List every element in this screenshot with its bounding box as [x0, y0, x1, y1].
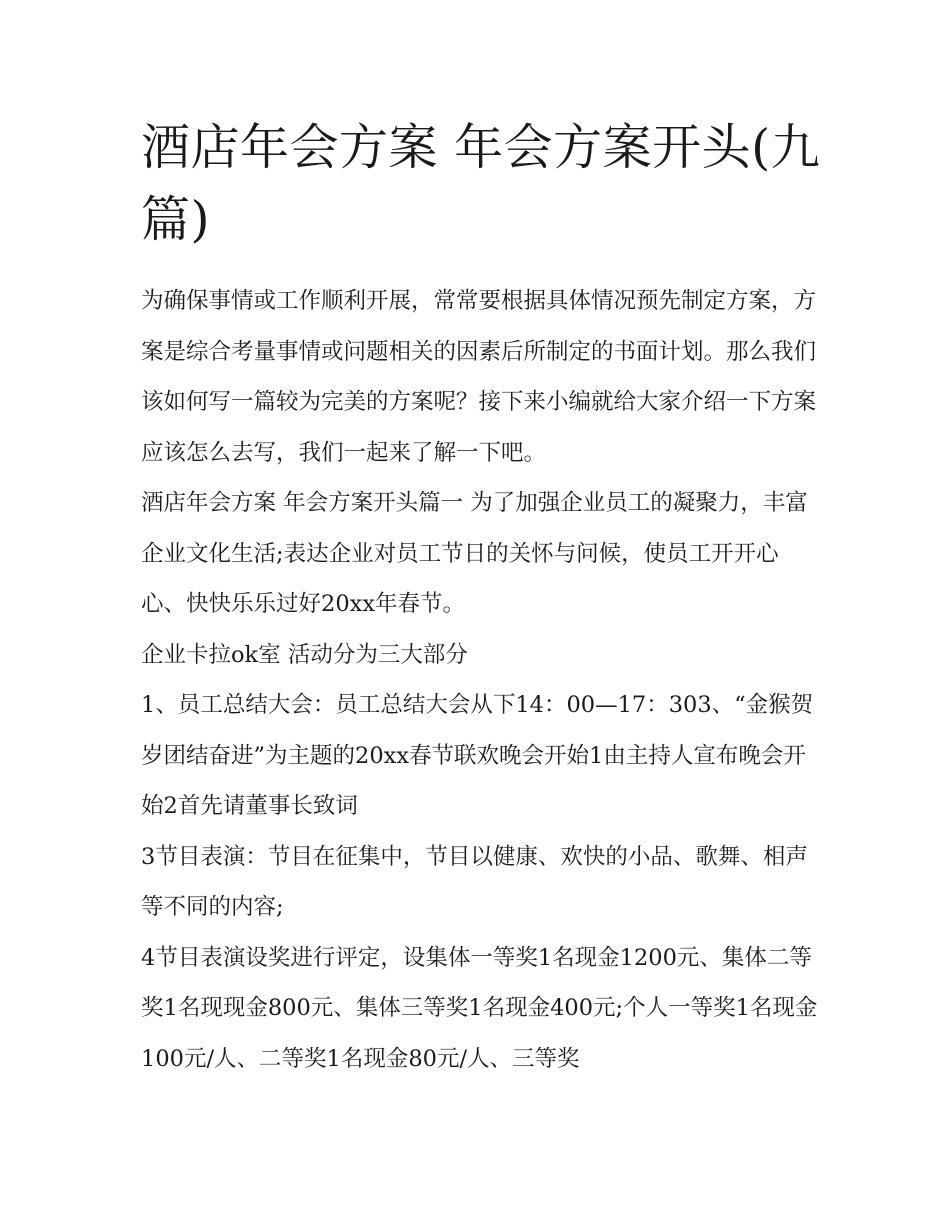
document-body	[141, 276, 821, 1084]
paragraph-intro: 为确保事情或工作顺利开展，常常要根据具体情况预先制定方案，方案是综合考量事情或问题相关的因素后所制定的书面计划。那么我们该如何写一篇较为完美的方案呢？接下来小编就给大家介绍一下方案应该怎么去写，我们一起来了解一下吧。	[141, 288, 817, 466]
paragraph-item-1: 1、员工总结大会：员工总结大会从下14：00—17：303、“金猴贺岁团结奋进”为主题的20xx春节联欢晚会开始1由主持人宣布晚会开始2首先请董事长致词	[141, 692, 814, 819]
paragraph-section-one: 酒店年会方案 年会方案开头篇一 为了加强企业员工的凝聚力，丰富企业文化生活;表达企业对员工节日的关怀与问候，使员工开开心心、快快乐乐过好20xx年春节。	[141, 490, 808, 617]
paragraph-item-4: 4节目表演设奖进行评定，设集体一等奖1名现金1200元、集体二等奖1名现现金800元、集体三等奖1名现金400元;个人一等奖1名现金100元/人、二等奖1名现金80元/人、三等奖	[141, 944, 818, 1072]
paragraph-item-3: 3节目表演：节目在征集中，节目以健康、欢快的小品、歌舞、相声等不同的内容;	[141, 843, 808, 920]
document-title: 酒店年会方案 年会方案开头(九篇)	[141, 119, 821, 248]
paragraph-venue: 企业卡拉ok室 活动分为三大部分	[141, 641, 468, 668]
